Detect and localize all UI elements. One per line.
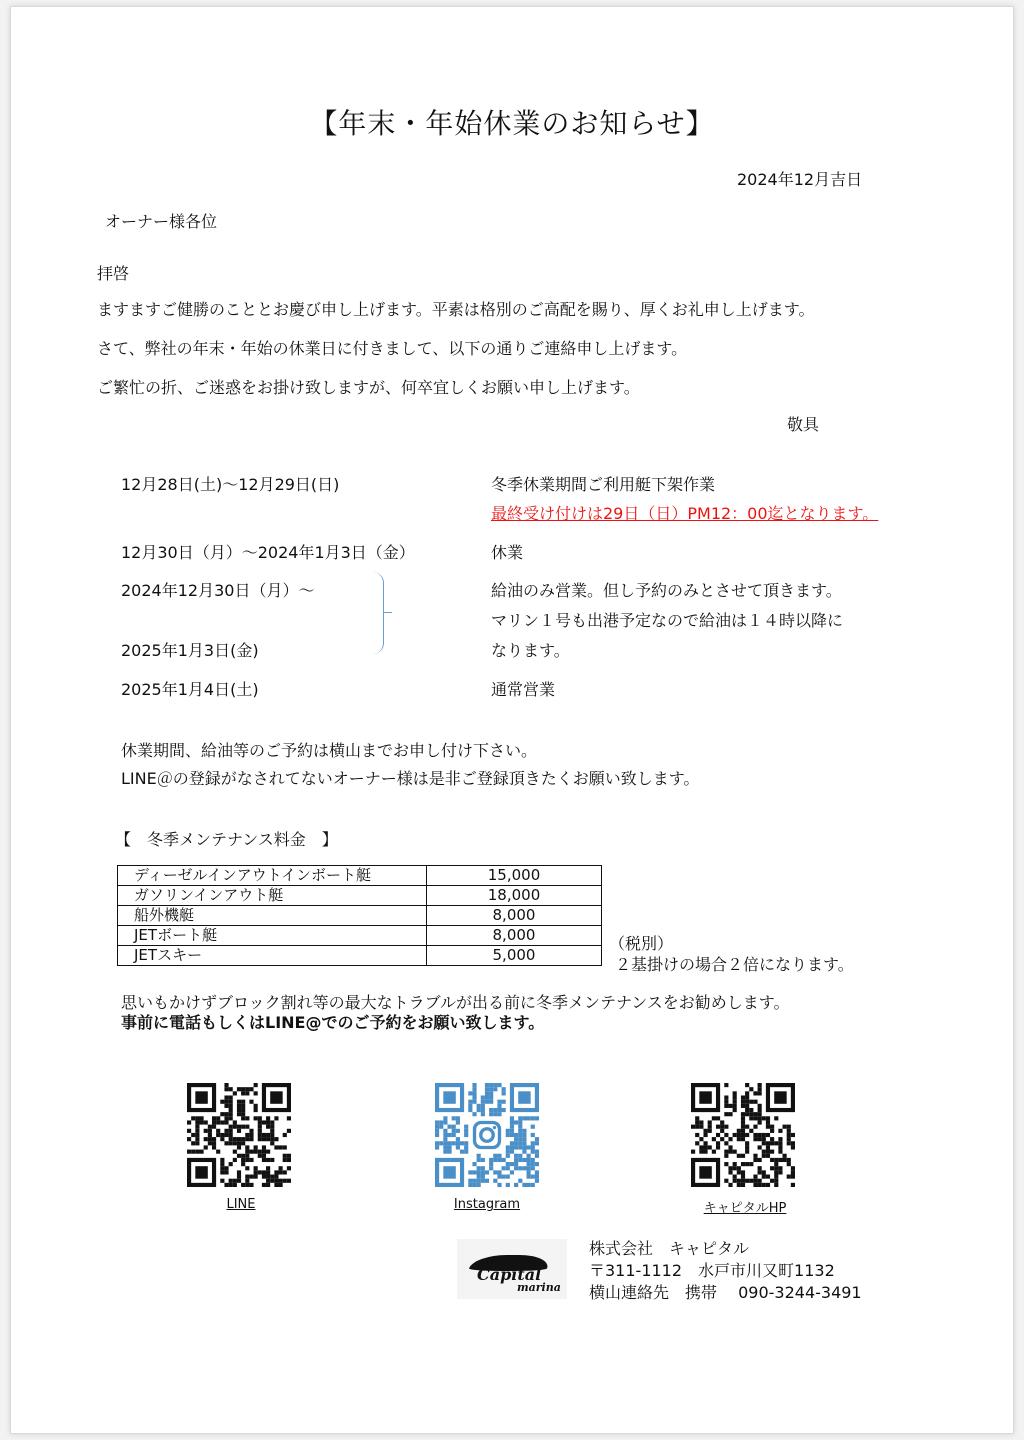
- fee-name: JETスキー: [118, 946, 427, 966]
- closing: 敬具: [787, 415, 820, 434]
- capital-marina-logo: [457, 1239, 567, 1299]
- line-link[interactable]: LINE: [226, 1197, 256, 1212]
- fee-name: ディーゼルインアウトインボート艇: [118, 866, 427, 886]
- fee-price: 5,000: [427, 946, 602, 966]
- fee-name: ガソリンインアウト艇: [118, 886, 427, 906]
- schedule-deadline-note: 最終受け付けは29日（日）PM12：00迄となります。: [491, 504, 879, 523]
- body-line-2: さて、弊社の年末・年始の休業日に付きまして、以下の通りご連絡申し上げます。: [97, 339, 688, 358]
- schedule-date-2: 12月30日（月）～2024年1月3日（金）: [121, 543, 415, 562]
- range-brace: [373, 572, 384, 654]
- recipient: オーナー様各位: [105, 212, 218, 231]
- fee-price: 15,000: [427, 866, 602, 886]
- body-line-3: ご繁忙の折、ご迷惑をお掛け致しますが、何卒宜しくお願い申し上げます。: [97, 378, 640, 397]
- fee-name: 船外機艇: [118, 906, 427, 926]
- schedule-desc-3-line-2: マリン１号も出港予定なので給油は１４時以降に: [491, 611, 844, 630]
- schedule-date-4: 2025年1月4日(土): [121, 680, 259, 699]
- logo-sub-text: marina: [517, 1281, 561, 1294]
- company-contact: 横山連絡先 携帯 090-3244-3491: [589, 1283, 862, 1302]
- table-row: [118, 866, 602, 886]
- notice-title: 【年末・年始休業のお知らせ】: [309, 107, 715, 140]
- schedule-desc-4: 通常営業: [491, 680, 556, 699]
- reserve-request: 事前に電話もしくはLINE@でのご予約をお願い致します。: [121, 1013, 545, 1032]
- salutation: 拝啓: [97, 264, 130, 283]
- table-row: [118, 926, 602, 946]
- maintenance-heading: 【 冬季メンテナンス料金 】: [115, 830, 338, 849]
- table-row: [118, 946, 602, 966]
- schedule-desc-1: 冬季休業期間ご利用艇下架作業: [491, 475, 716, 494]
- fee-price: 8,000: [427, 906, 602, 926]
- tax-note: （税別）: [609, 934, 674, 953]
- maintenance-recommend: 思いもかけずブロック割れ等の最大なトラブルが出る前に冬季メンテナンスをお勧めします。: [121, 993, 790, 1012]
- instagram-qr-code-icon[interactable]: [435, 1083, 539, 1187]
- homepage-link[interactable]: キャピタルHP: [703, 1201, 787, 1216]
- schedule-desc-3-line-1: 給油のみ営業。但し予約のみとさせて頂きます。: [491, 581, 842, 600]
- table-row: [118, 886, 602, 906]
- schedule-date-3-start: 2024年12月30日（月）～: [121, 581, 315, 600]
- fee-price: 8,000: [427, 926, 602, 946]
- maintenance-fee-table: [117, 865, 602, 966]
- reservation-line-2: LINE＠の登録がなされてないオーナー様は是非ご登録頂きたくお願い致します。: [121, 769, 700, 788]
- company-name: 株式会社 キャピタル: [589, 1239, 750, 1258]
- schedule-desc-3-line-3: なります。: [491, 641, 570, 660]
- company-address: 〒311-1112 水戸市川又町1132: [589, 1261, 835, 1280]
- schedule-date-1: 12月28日(土)～12月29日(日): [121, 475, 340, 494]
- line-qr-code-icon[interactable]: [187, 1083, 291, 1187]
- notice-page: [10, 6, 1014, 1434]
- logo-main-text: Capital: [477, 1265, 542, 1284]
- notice-date: 2024年12月吉日: [737, 170, 863, 189]
- double-note: ２基掛けの場合２倍になります。: [615, 955, 854, 974]
- instagram-link[interactable]: Instagram: [453, 1197, 521, 1212]
- body-line-1: ますますご健勝のこととお慶び申し上げます。平素は格別のご高配を賜り、厚くお礼申し上げます。: [97, 300, 815, 319]
- fee-price: 18,000: [427, 886, 602, 906]
- fee-name: JETボート艇: [118, 926, 427, 946]
- homepage-qr-code-icon[interactable]: [691, 1083, 795, 1187]
- table-row: [118, 906, 602, 926]
- reservation-line-1: 休業期間、給油等のご予約は横山までお申し付け下さい。: [121, 741, 538, 760]
- schedule-date-3-end: 2025年1月3日(金): [121, 641, 259, 660]
- schedule-desc-2: 休業: [491, 543, 524, 562]
